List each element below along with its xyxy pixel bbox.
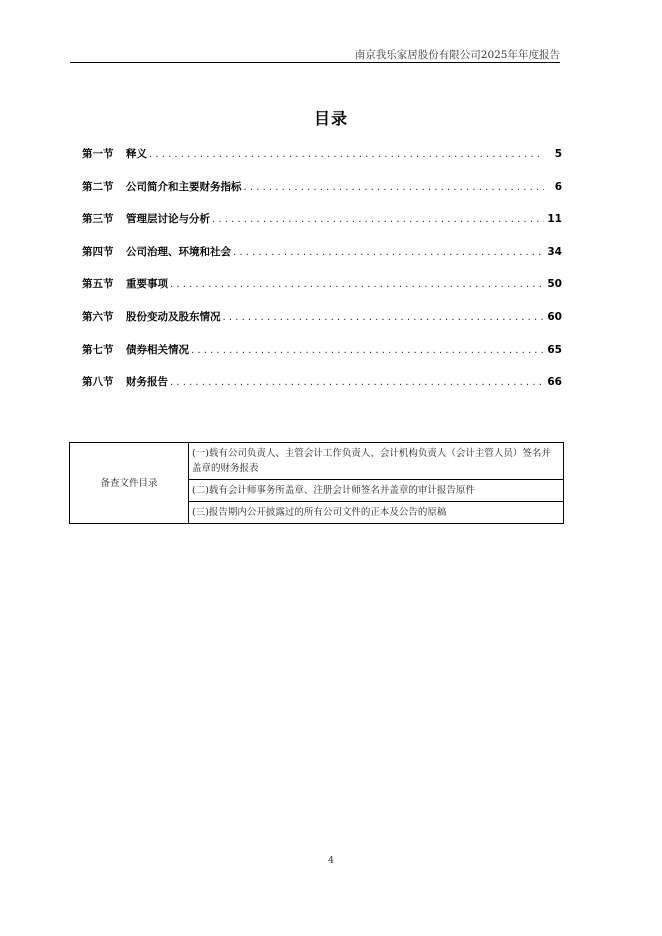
toc-page-number: 66 <box>547 376 562 389</box>
toc-section-name: 债券相关情况 <box>126 343 189 356</box>
toc-section-number: 第四节 <box>82 245 114 258</box>
toc-page-number: 50 <box>547 278 562 291</box>
toc-entry[interactable] <box>82 374 562 407</box>
reference-file-item: (三)报告期内公开披露过的所有公司文件的正本及公告的原稿 <box>189 502 564 524</box>
toc-page-number: 6 <box>554 180 562 193</box>
toc-section-name: 管理层讨论与分析 <box>126 213 210 226</box>
toc-section-number: 第二节 <box>82 180 114 193</box>
toc-page-number: 5 <box>554 148 562 160</box>
toc-leader-dots <box>223 311 545 323</box>
toc-page-number: 60 <box>547 310 562 323</box>
toc-leader-dots <box>244 181 545 193</box>
toc-section-name: 公司简介和主要财务指标 <box>126 180 242 193</box>
toc-section-name: 财务报告 <box>126 376 168 389</box>
toc-leader-dots <box>191 344 544 356</box>
toc-entry[interactable] <box>82 146 562 179</box>
toc-section-name: 重要事项 <box>126 278 168 291</box>
table-of-contents <box>82 146 562 407</box>
toc-leader-dots <box>233 246 544 258</box>
toc-section-number: 第七节 <box>82 343 114 356</box>
reference-files-table <box>69 442 564 524</box>
toc-section-number: 第一节 <box>82 148 114 160</box>
toc-section-number: 第三节 <box>82 213 114 226</box>
reference-file-item: (二)载有会计师事务所盖章、注册会计师签名并盖章的审计报告原件 <box>189 480 564 502</box>
toc-section-name: 公司治理、环境和社会 <box>126 245 231 258</box>
toc-leader-dots <box>170 278 544 290</box>
toc-entry[interactable] <box>82 276 562 309</box>
toc-section-number: 第五节 <box>82 278 114 291</box>
toc-entry[interactable] <box>82 179 562 212</box>
reference-files-label: 备查文件目录 <box>70 443 189 524</box>
toc-entry[interactable] <box>82 309 562 342</box>
toc-section-number: 第六节 <box>82 310 114 323</box>
page-number: 4 <box>327 855 335 866</box>
toc-section-name: 释义 <box>126 148 147 160</box>
toc-page-number: 34 <box>547 245 562 258</box>
report-header-title: 南京我乐家居股份有限公司2025年年度报告 <box>354 49 560 61</box>
toc-page-number: 65 <box>547 343 562 356</box>
toc-entry[interactable] <box>82 244 562 277</box>
toc-section-number: 第八节 <box>82 376 114 389</box>
toc-entry[interactable] <box>82 342 562 375</box>
toc-section-name: 股份变动及股东情况 <box>126 310 221 323</box>
toc-leader-dots <box>170 376 544 388</box>
toc-leader-dots <box>212 213 544 225</box>
page-title: 目录 <box>313 109 348 128</box>
toc-entry[interactable] <box>82 211 562 244</box>
header-divider <box>70 62 560 63</box>
toc-leader-dots <box>149 148 544 160</box>
table-row <box>70 443 564 480</box>
reference-file-item: (一)载有公司负责人、主管会计工作负责人、会计机构负责人（会计主管人员）签名并盖章的财务报表 <box>189 443 564 480</box>
toc-page-number: 11 <box>547 213 562 226</box>
